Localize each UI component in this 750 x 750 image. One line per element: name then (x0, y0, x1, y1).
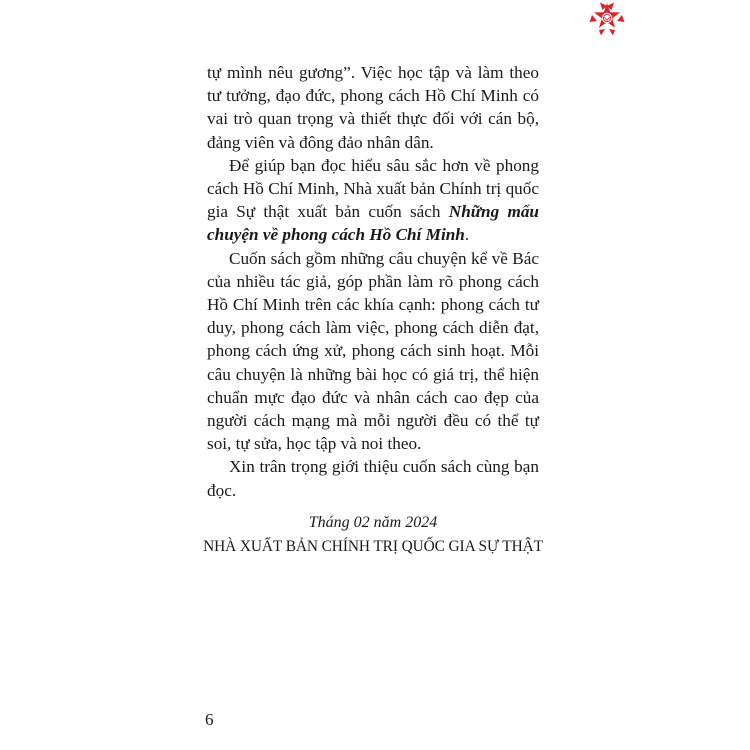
paragraph (207, 247, 539, 456)
publisher-name: NHÀ XUẤT BẢN CHÍNH TRỊ QUỐC GIA SỰ THẬT (203, 538, 543, 555)
publisher-logo-icon (589, 2, 625, 36)
paragraph-text: tự mình nêu gương”. Việc học tập và làm theo tư tưởng, đạo đức, phong cách Hồ Chí Minh có vai trò quan trọng và thiết thực đối với cán bộ, đảng viên và đông đảo nhân dân. (207, 63, 539, 152)
paragraph-text: Cuốn sách gồm những câu chuyện kể về Bác của nhiều tác giả, góp phần làm rõ phong cách Hồ Chí Minh trên các khía cạnh: phong cách tư duy, phong cách làm việc, phong cách diễn đạt, phong cách ứng xử, phong cách sinh hoạt. Mỗi câu chuyện là những bài học có giá trị, thể hiện chuẩn mực đạo đức và nhân cách cao đẹp của người cách mạng mà mỗi người đều có thể tự soi, tự sửa, học tập và noi theo. (207, 248, 539, 454)
body-text (207, 61, 539, 502)
page-number: 6 (205, 710, 214, 729)
paragraph-text: Để giúp bạn đọc hiểu sâu sắc hơn về phong cách Hồ Chí Minh, Nhà xuất bản Chính trị quốc gia Sự thật xuất bản cuốn sách (207, 155, 539, 222)
paragraph (207, 154, 539, 247)
paragraph (207, 61, 539, 154)
book-title: Những mẩu chuyện về phong cách Hồ Chí Minh (207, 202, 539, 245)
date-line: Tháng 02 năm 2024 (308, 514, 438, 531)
paragraph-text: Xin trân trọng giới thiệu cuốn sách cùng bạn đọc. (207, 457, 539, 500)
paragraph (207, 455, 539, 501)
paragraph-text: . (464, 225, 470, 245)
